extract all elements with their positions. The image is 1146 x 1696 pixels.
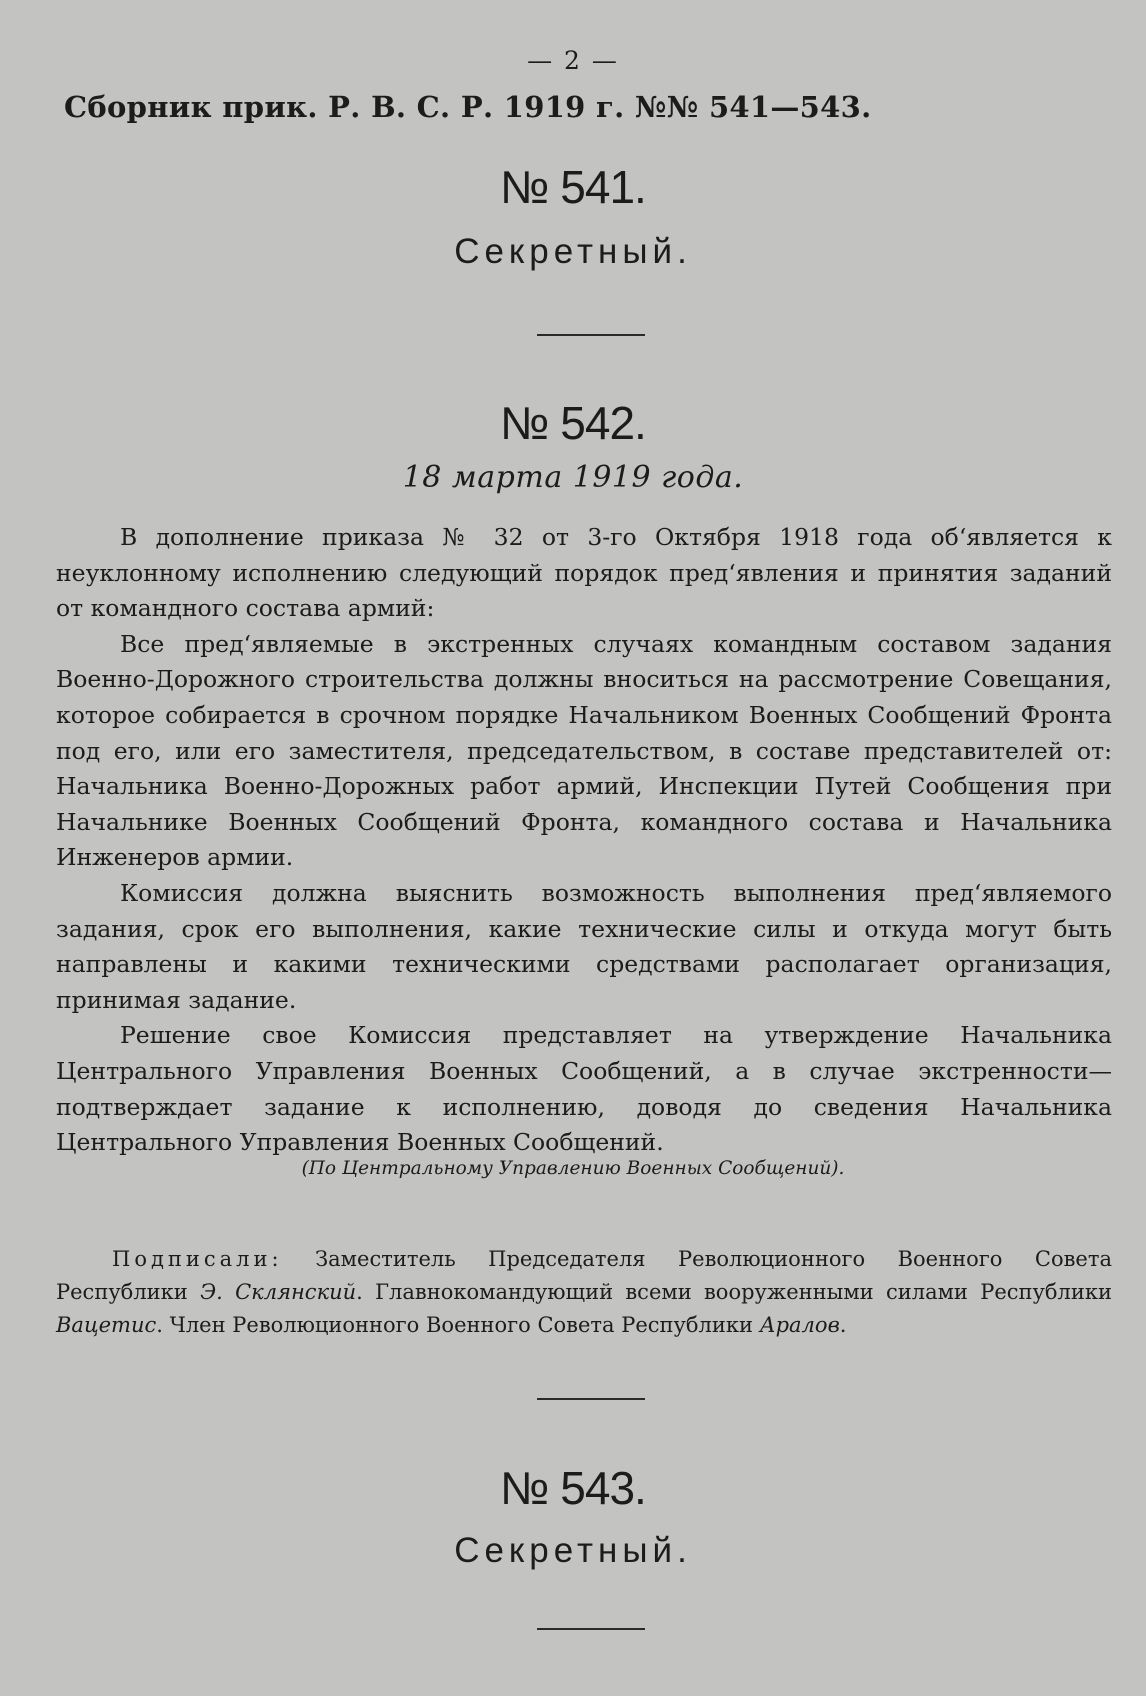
signed-lead: Подписали: <box>112 1247 283 1271</box>
signatory-name: Вацетис <box>56 1313 157 1337</box>
order-542-source: (По Центральному Управлению Военных Сообщений). <box>301 1158 845 1179</box>
divider <box>537 334 645 336</box>
order-543-number: № 543. <box>500 1462 646 1514</box>
signatory-name: Аралов <box>759 1313 840 1337</box>
order-542-number: № 542. <box>500 397 646 449</box>
divider <box>537 1398 645 1400</box>
running-header: Сборник прик. Р. В. С. Р. 1919 г. №№ 541—543. <box>64 90 872 124</box>
paragraph: Решение свое Комиссия представляет на утверждение Начальника Центрального Управления Военных Сообщений, а в случае экстренности—подтверждает задание к исполнению, доводя до сведения Начальника Центрального Управления Военных Сообщений. <box>56 1021 1112 1157</box>
order-541-number: № 541. <box>500 161 646 213</box>
signatory-name: Э. Склянский <box>200 1280 357 1304</box>
paragraph: В дополнение приказа № 32 от 3-го Октября 1918 года об‘является к неуклонному исполнению следующий порядок пред‘явления и принятия заданий от командного состава армий: <box>56 523 1112 623</box>
signatories <box>56 1243 1112 1342</box>
order-541-classification: Секретный. <box>454 232 692 271</box>
page-number: — 2 — <box>527 46 619 75</box>
signed-text: . Член Революционного Военного Совета Республики <box>156 1313 760 1337</box>
signed-text: . <box>839 1313 847 1337</box>
paragraph: Все пред‘являемые в экстренных случаях командным составом задания Военно-Дорожного строительства должны вноситься на рассмотрение Совещания, которое собирается в срочном порядке Начальником Военных Сообщений Фронта под его, или его заместителя, председательством, в составе представителей от: Начальника Военно-Дорожных работ армий, Инспекции Путей Сообщения при Начальнике Военных Сообщений Фронта, командного состава и Начальника Инженеров армии. <box>56 629 1112 872</box>
paragraph: Комиссия должна выяснить возможность выполнения пред‘являемого задания, срок его выполнения, какие технические силы и откуда могут быть направлены и какими техническими средствами располагает организация, принимая задание. <box>56 878 1112 1014</box>
signed-text: Заместитель Председателя Революционного Военного Совета Республики <box>56 1247 1112 1304</box>
order-542-date: 18 марта 1919 года. <box>402 460 744 495</box>
order-543-classification: Секретный. <box>454 1531 692 1570</box>
signed-text: . Главнокомандующий всеми вооруженными силами Республики <box>356 1280 1112 1304</box>
divider <box>537 1628 645 1630</box>
order-542-body <box>56 520 1112 1161</box>
